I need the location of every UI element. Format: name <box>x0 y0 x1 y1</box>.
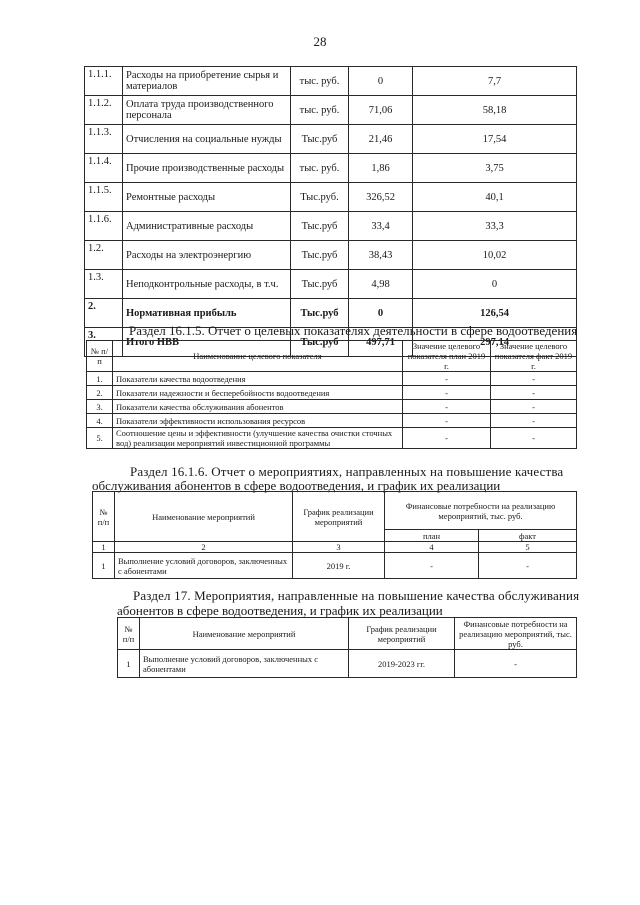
row-plan-value: 38,43 <box>349 241 413 270</box>
row-unit: тыс. руб. <box>291 96 349 125</box>
column-number: 2 <box>115 542 293 553</box>
header-num: № п/п <box>93 492 115 542</box>
row-unit: Тыс.руб <box>291 299 349 328</box>
row-indicator-name: Соотношение цены и эффективности (улучшение качества очистки сточных вод) реализации мероприятий инвестиционной программы <box>113 428 403 449</box>
row-fact-value: 3,75 <box>413 154 577 183</box>
row-item-name: Прочие производственные расходы <box>123 154 291 183</box>
header-fact: Значение целевого показателя факт 2019 г. <box>491 341 577 372</box>
row-fact-value: 10,02 <box>413 241 577 270</box>
table-row <box>87 386 577 400</box>
page-number: 28 <box>313 34 327 49</box>
row-item-name: Отчисления на социальные нужды <box>123 125 291 154</box>
row-num: 1.1.6. <box>85 212 123 241</box>
header-num: № п/п <box>87 341 113 372</box>
row-num: 1.1.2. <box>85 96 123 125</box>
row-plan-value: 4,98 <box>349 270 413 299</box>
section-17-heading-line2: абонентов в сфере водоотведения, и график их реализации <box>117 603 443 618</box>
table-row <box>87 400 577 414</box>
row-finance: - <box>455 650 577 678</box>
table-row <box>85 212 577 241</box>
row-schedule: 2019-2023 гг. <box>349 650 455 678</box>
row-item-name: Административные расходы <box>123 212 291 241</box>
section-16-1-6-heading-line2: обслуживания абонентов в сфере водоотведения, и график их реализации <box>92 478 501 493</box>
row-fact-value: 7,7 <box>413 67 577 96</box>
row-num: 1.1.3. <box>85 125 123 154</box>
row-fact-value: 17,54 <box>413 125 577 154</box>
row-item-name: Расходы на электроэнергию <box>123 241 291 270</box>
row-plan-value: 0 <box>349 299 413 328</box>
row-plan: - <box>403 400 491 414</box>
row-num: 1. <box>87 372 113 386</box>
row-item-name: Оплата труда производственного персонала <box>123 96 291 125</box>
row-fact: - <box>479 553 577 579</box>
row-fact-value: 126,54 <box>413 299 577 328</box>
row-fact: - <box>491 386 577 400</box>
row-unit: тыс. руб. <box>291 154 349 183</box>
target-indicators-table <box>86 340 577 449</box>
header-schedule: График реализации мероприятий <box>349 618 455 650</box>
table-row <box>85 96 577 125</box>
table-row <box>85 125 577 154</box>
header-finance: Финансовые потребности на реализацию мероприятий, тыс. руб. <box>385 492 577 530</box>
row-plan: - <box>403 414 491 428</box>
table-row <box>87 414 577 428</box>
header-indicator-name: Наименование целевого показателя <box>113 341 403 372</box>
row-unit: Тыс.руб <box>291 328 349 357</box>
row-fact: - <box>491 400 577 414</box>
row-plan: - <box>403 372 491 386</box>
row-num: 1.1.1. <box>85 67 123 96</box>
section-16-1-6-heading-line1: Раздел 16.1.6. Отчет о мероприятиях, направленных на повышение качества <box>130 464 564 479</box>
table-row <box>85 67 577 96</box>
row-fact-value: 297,14 <box>413 328 577 357</box>
row-unit: Тыс.руб <box>291 125 349 154</box>
row-fact: - <box>491 372 577 386</box>
row-measure-name: Выполнение условий договоров, заключенных с абонентами <box>140 650 349 678</box>
header-schedule: График реализации мероприятий <box>293 492 385 542</box>
row-fact: - <box>491 428 577 449</box>
row-plan-value: 0 <box>349 67 413 96</box>
row-unit: Тыс.руб <box>291 270 349 299</box>
row-indicator-name: Показатели качества обслуживания абонентов <box>113 400 403 414</box>
table-row <box>85 183 577 212</box>
row-num: 3. <box>87 400 113 414</box>
row-unit: тыс. руб. <box>291 67 349 96</box>
row-unit: Тыс.руб <box>291 212 349 241</box>
row-item-name: Итого НВВ <box>123 328 291 357</box>
row-num: 1.1.4. <box>85 154 123 183</box>
row-plan: - <box>385 553 479 579</box>
section-17-heading-line1: Раздел 17. Мероприятия, направленные на повышение качества обслуживания <box>133 588 580 603</box>
row-plan-value: 21,46 <box>349 125 413 154</box>
header-finance: Финансовые потребности на реализацию мероприятий, тыс. руб. <box>455 618 577 650</box>
row-fact-value: 40,1 <box>413 183 577 212</box>
header-plan: Значение целевого показателя план 2019 г. <box>403 341 491 372</box>
row-plan-value: 71,06 <box>349 96 413 125</box>
row-num: 1.2. <box>85 241 123 270</box>
row-unit: Тыс.руб <box>291 241 349 270</box>
row-plan-value: 1,86 <box>349 154 413 183</box>
row-plan-value: 33,4 <box>349 212 413 241</box>
measures-report-table <box>92 491 577 579</box>
row-num: 4. <box>87 414 113 428</box>
table-row <box>87 428 577 449</box>
planned-measures-table <box>117 617 577 678</box>
section-16-1-5-heading: Раздел 16.1.5. Отчет о целевых показателях деятельности в сфере водоотведения <box>129 323 578 338</box>
header-measure-name: Наименование мероприятий <box>140 618 349 650</box>
header-fact: факт <box>479 530 577 542</box>
table-row <box>93 553 577 579</box>
header-plan: план <box>385 530 479 542</box>
column-number: 1 <box>93 542 115 553</box>
header-num: № п/п <box>118 618 140 650</box>
column-number: 4 <box>385 542 479 553</box>
row-fact-value: 0 <box>413 270 577 299</box>
row-num: 1 <box>93 553 115 579</box>
table-row <box>85 154 577 183</box>
row-unit: Тыс.руб. <box>291 183 349 212</box>
row-fact-value: 58,18 <box>413 96 577 125</box>
row-item-name: Расходы на приобретение сырья и материалов <box>123 67 291 96</box>
row-indicator-name: Показатели эффективности использования ресурсов <box>113 414 403 428</box>
row-plan: - <box>403 428 491 449</box>
row-item-name: Нормативная прибыль <box>123 299 291 328</box>
row-num: 1.1.5. <box>85 183 123 212</box>
row-fact-value: 33,3 <box>413 212 577 241</box>
table-row <box>87 372 577 386</box>
row-item-name: Ремонтные расходы <box>123 183 291 212</box>
row-plan-value: 497,71 <box>349 328 413 357</box>
row-num: 2. <box>85 299 123 328</box>
column-number: 3 <box>293 542 385 553</box>
table-row <box>118 650 577 678</box>
table-row <box>85 270 577 299</box>
column-number: 5 <box>479 542 577 553</box>
row-schedule: 2019 г. <box>293 553 385 579</box>
header-measure-name: Наименование мероприятий <box>115 492 293 542</box>
row-indicator-name: Показатели качества водоотведения <box>113 372 403 386</box>
row-item-name: Неподконтрольные расходы, в т.ч. <box>123 270 291 299</box>
row-num: 5. <box>87 428 113 449</box>
row-num: 1.3. <box>85 270 123 299</box>
row-num: 1 <box>118 650 140 678</box>
cost-table <box>84 66 577 357</box>
row-plan-value: 326,52 <box>349 183 413 212</box>
row-plan: - <box>403 386 491 400</box>
row-fact: - <box>491 414 577 428</box>
row-num: 2. <box>87 386 113 400</box>
row-num: 3. <box>85 328 123 357</box>
row-measure-name: Выполнение условий договоров, заключенных с абонентами <box>115 553 293 579</box>
row-indicator-name: Показатели надежности и бесперебойности водоотведения <box>113 386 403 400</box>
table-row <box>85 241 577 270</box>
